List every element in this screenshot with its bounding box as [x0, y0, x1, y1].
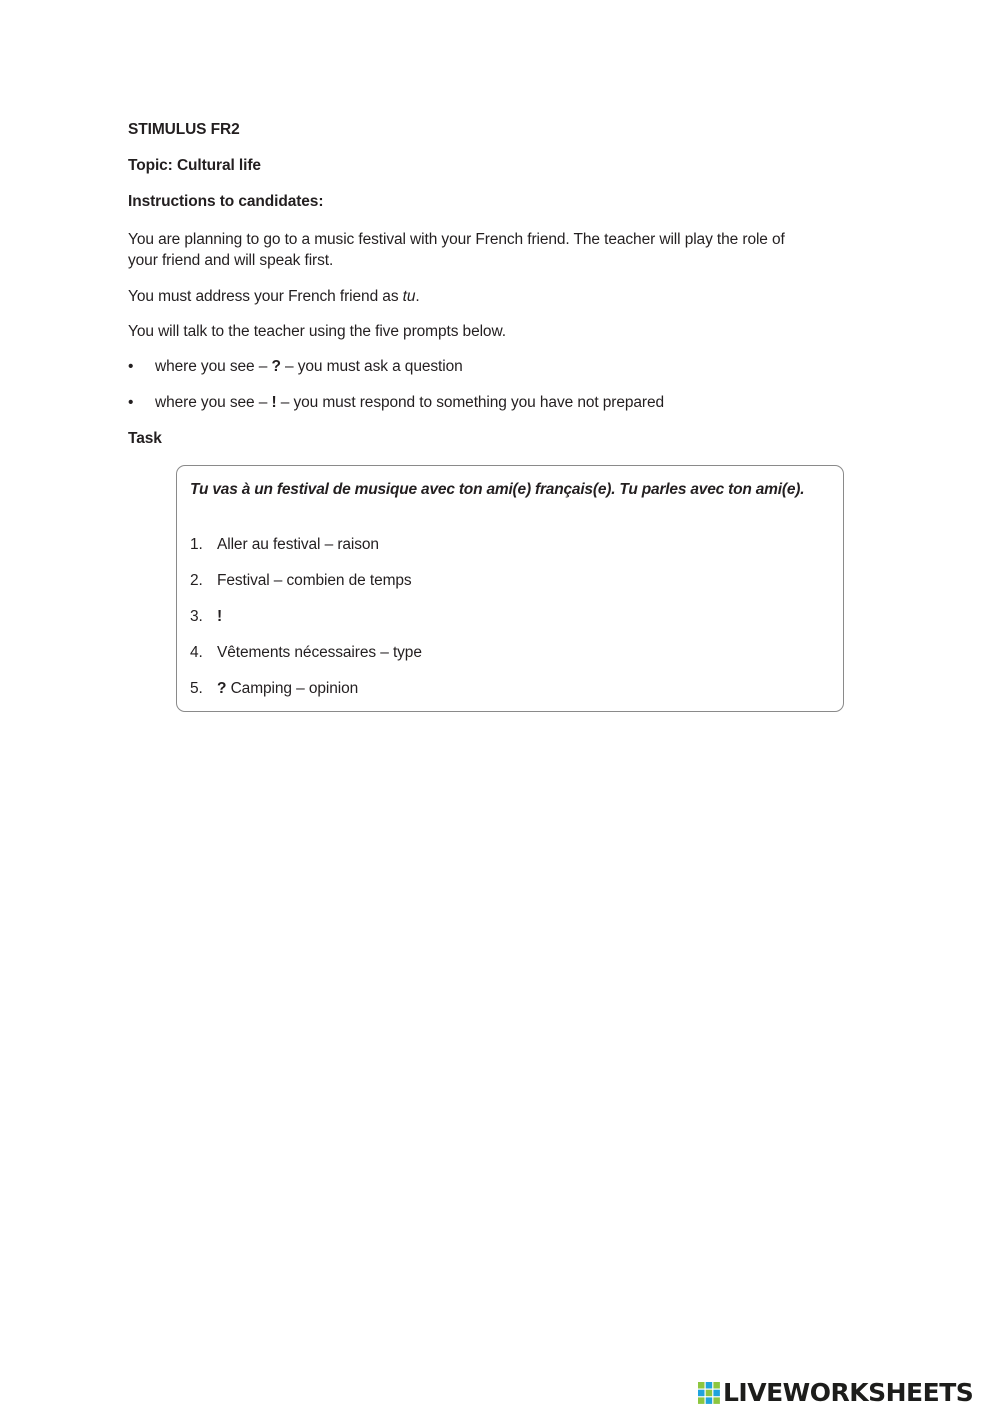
paragraph-2-suffix: . [415, 288, 420, 305]
prompt-number: 2. [190, 572, 203, 589]
prompt-text: Festival – combien de temps [217, 572, 412, 589]
prompt-number: 1. [190, 536, 203, 553]
logo-text: LIVEWORKSHEETS [723, 1378, 974, 1407]
liveworksheets-logo [697, 1378, 973, 1408]
task-prompt-2 [190, 572, 412, 590]
question-mark-symbol: ? [271, 358, 281, 375]
bullet-marker: • [128, 394, 134, 411]
prompt-number: 4. [190, 644, 203, 661]
bullet-marker: • [128, 358, 134, 375]
bullet-prefix: where you see – [155, 394, 272, 411]
exclamation-mark-symbol: ! [271, 394, 277, 411]
prompt-text: Camping – opinion [226, 680, 359, 697]
paragraph-2-prefix: You must address your French friend as [128, 288, 403, 305]
task-prompt-4 [190, 644, 422, 662]
bullet-prefix: where you see – [155, 358, 272, 375]
task-intro: Tu vas à un festival de musique avec ton ami(e) français(e). Tu parles avec ton ami(e). [190, 481, 805, 498]
task-prompt-3 [190, 608, 222, 626]
prompt-symbol: ! [217, 608, 223, 625]
instructions-paragraph-1: You are planning to go to a music festival with your French friend. The teacher will play the role of your friend and will speak first. [128, 231, 785, 269]
bullet-suffix: – you must respond to something you have not prepared [276, 394, 665, 411]
prompt-number: 5. [190, 680, 203, 697]
prompt-text: Vêtements nécessaires – type [217, 644, 422, 661]
instructions-paragraph-2 [128, 286, 808, 307]
instructions-heading: Instructions to candidates: [128, 193, 324, 210]
liveworksheets-logo-icon [697, 1381, 721, 1405]
topic-heading: Topic: Cultural life [128, 157, 261, 174]
task-heading: Task [128, 430, 162, 447]
paragraph-2-italic: tu [402, 288, 416, 305]
prompt-text: Aller au festival – raison [217, 536, 379, 553]
prompt-symbol: ? [217, 680, 227, 697]
prompt-number: 3. [190, 608, 203, 625]
instructions-paragraph-3: You will talk to the teacher using the five prompts below. [128, 323, 506, 340]
task-prompt-5 [190, 680, 358, 698]
task-prompt-1 [190, 536, 379, 554]
bullet-suffix: – you must ask a question [280, 358, 463, 375]
task-box [176, 465, 844, 712]
stimulus-title: STIMULUS FR2 [128, 121, 240, 138]
